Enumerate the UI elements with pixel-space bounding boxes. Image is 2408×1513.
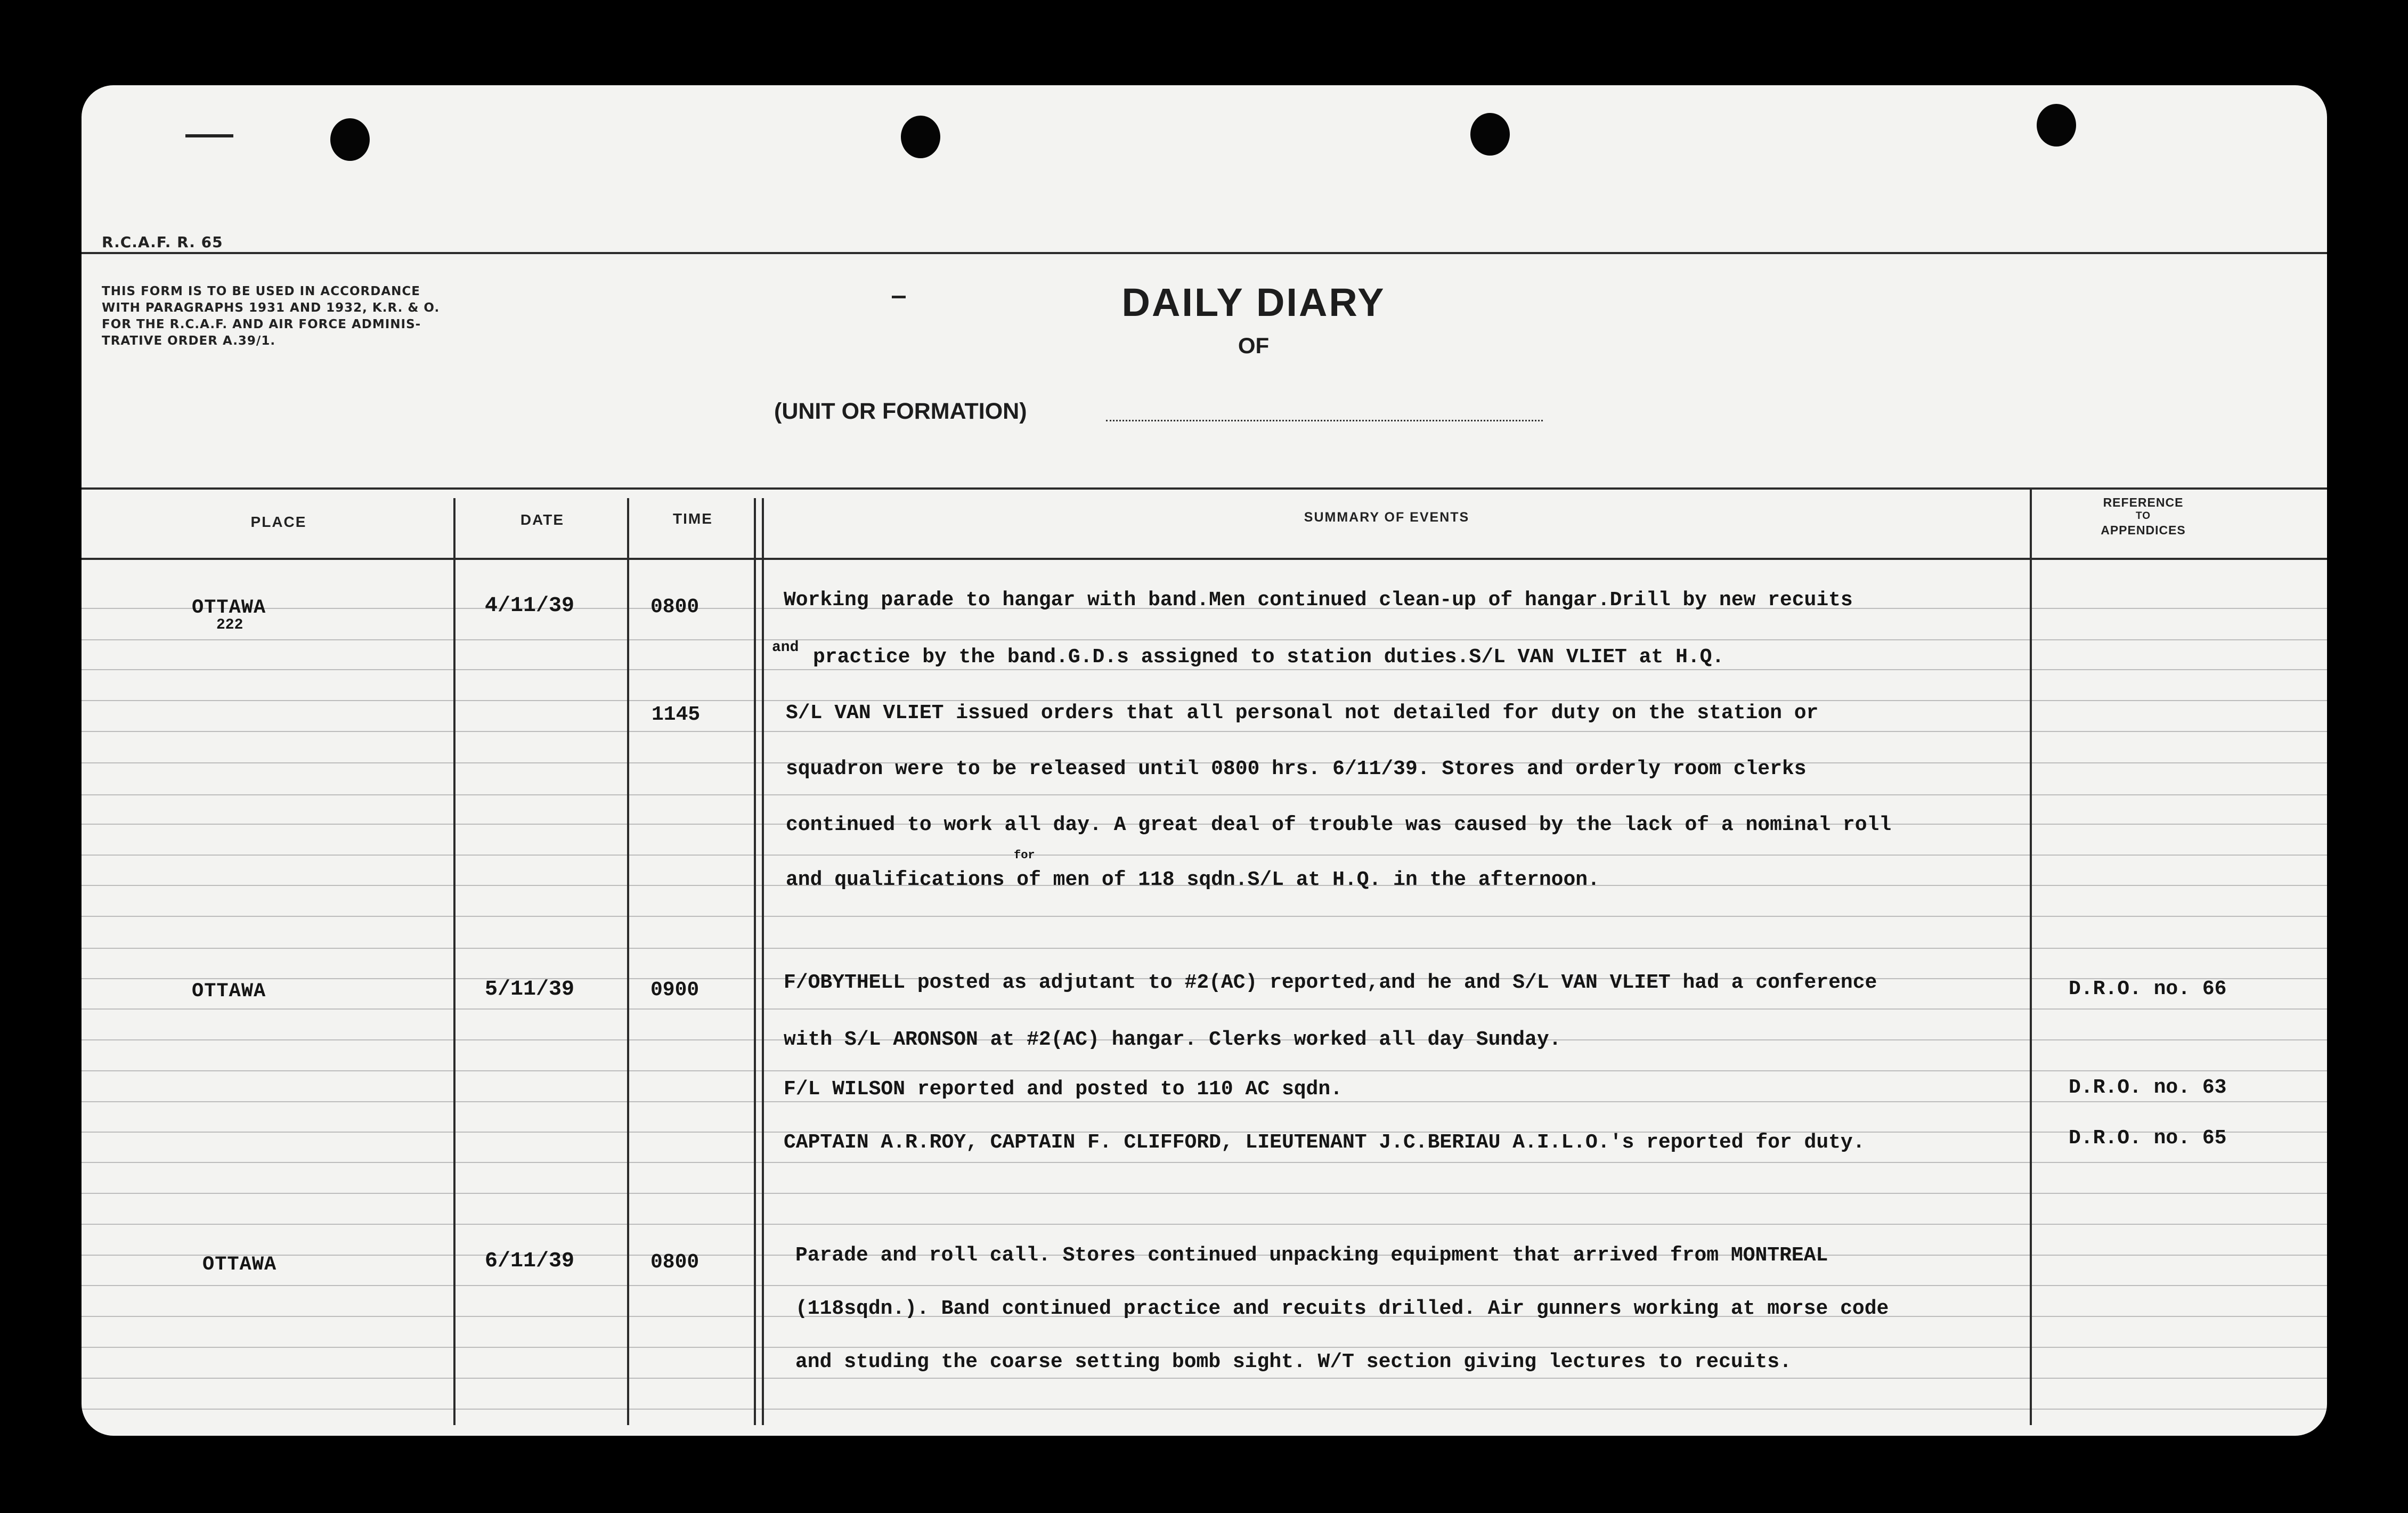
event-line: Working parade to hangar with band.Men continued clean-up of hangar.Drill by new recuits [784, 589, 1853, 612]
event-line: CAPTAIN A.R.ROY, CAPTAIN F. CLIFFORD, LIEUTENANT J.C.BERIAU A.I.L.O.'s reported for duty. [784, 1131, 1865, 1154]
event-line: S/L VAN VLIET issued orders that all personal not detailed for duty on the station or [786, 702, 1819, 725]
entry-time: 1145 [652, 703, 701, 726]
column-header-place: PLACE [250, 514, 307, 530]
event-line: Parade and roll call. Stores continued unpacking equipment that arrived from MONTREAL [795, 1244, 1828, 1267]
entry-place: OTTAWA [192, 980, 266, 1003]
form-instructions: THIS FORM IS TO BE USED IN ACCORDANCE WITH PARAGRAPHS 1931 AND 1932, K.R. & O. FOR THE R.C.A.F. AND AIR FORCE ADMINIS- TRATIVE ORDER A.39/1. [102, 284, 440, 348]
column-header-date: DATE [520, 511, 565, 528]
ruled-line [82, 639, 2327, 640]
entry-time: 0800 [650, 596, 699, 619]
event-line: squadron were to be released until 0800 hrs. 6/11/39. Stores and orderly room clerks [786, 758, 1807, 780]
ruled-line [82, 1409, 2327, 1410]
column-header-time: TIME [673, 510, 713, 527]
event-line: F/L WILSON reported and posted to 110 AC sqdn. [784, 1078, 1343, 1101]
unit-label: (UNIT OR FORMATION) [774, 398, 1027, 424]
event-line: and qualifications of men of 118 sqdn.S/L at H.Q. in the afternoon. [786, 868, 1600, 891]
ruled-line [82, 1224, 2327, 1225]
entry-place-note: 222 [216, 617, 243, 633]
entry-date: 6/11/39 [485, 1249, 575, 1273]
ruled-line [82, 855, 2327, 856]
ruled-line [82, 794, 2327, 795]
ruled-line [82, 1193, 2327, 1194]
ruled-line [82, 1378, 2327, 1379]
column-divider [754, 498, 756, 1425]
event-line: F/OBYTHELL posted as adjutant to #2(AC) reported,and he and S/L VAN VLIET had a conference [784, 971, 1877, 994]
column-header-summary: SUMMARY OF EVENTS [1304, 510, 1470, 525]
title-of: OF [1238, 333, 1270, 358]
reference-header-line: APPENDICES [2101, 523, 2186, 537]
ruled-line [82, 1347, 2327, 1348]
ruled-line [82, 1070, 2327, 1071]
punch-hole [330, 118, 370, 161]
ruled-line [82, 1285, 2327, 1286]
reference-header-line: REFERENCE [2103, 495, 2184, 509]
ruled-line [82, 948, 2327, 949]
page-title: DAILY DIARY [1121, 280, 1386, 324]
punch-hole [2037, 104, 2076, 147]
column-head-rule [82, 558, 2327, 560]
ruled-line [82, 700, 2327, 701]
punch-hole [901, 116, 940, 158]
column-divider [453, 498, 455, 1425]
ruled-line [82, 731, 2327, 732]
entry-time: 0900 [650, 979, 699, 1002]
entry-time: 0800 [650, 1251, 699, 1274]
entry-date: 5/11/39 [485, 978, 575, 1002]
event-line: continued to work all day. A great deal of trouble was caused by the lack of a nominal roll [786, 814, 1892, 836]
unit-field-line [1106, 420, 1543, 421]
ruled-line [82, 669, 2327, 670]
event-line-prefix: and [772, 639, 799, 656]
appendix-reference: D.R.O. no. 63 [2069, 1076, 2227, 1099]
event-line: practice by the band.G.D.s assigned to station duties.S/L VAN VLIET at H.Q. [813, 646, 1724, 669]
entry-date: 4/11/39 [485, 594, 575, 618]
entry-place: OTTAWA [202, 1254, 277, 1276]
entry-place: OTTAWA [192, 597, 266, 619]
header-rule [82, 252, 2327, 254]
column-divider [2030, 487, 2032, 1425]
punch-hole [1470, 113, 1510, 156]
event-line: with S/L ARONSON at #2(AC) hangar. Clerks worked all day Sunday. [784, 1028, 1561, 1051]
column-divider [762, 498, 764, 1425]
event-insert-word: for [1014, 849, 1035, 862]
appendix-reference: D.R.O. no. 66 [2069, 978, 2227, 1000]
ruled-line [82, 1162, 2327, 1163]
table-top-rule [82, 487, 2327, 490]
form-number: R.C.A.F. R. 65 [102, 233, 223, 251]
appendix-reference: D.R.O. no. 65 [2069, 1127, 2227, 1150]
ruled-line [82, 1101, 2327, 1102]
event-line: (118sqdn.). Band continued practice and recuits drilled. Air gunners working at morse code [795, 1297, 1889, 1320]
reference-header-line: TO [2135, 510, 2151, 522]
ruled-line [82, 1008, 2327, 1010]
ink-mark [892, 296, 906, 298]
column-divider [627, 498, 629, 1425]
ink-mark [185, 134, 233, 137]
diary-form-card [82, 85, 2327, 1436]
ruled-line [82, 916, 2327, 917]
event-line: and studing the coarse setting bomb sight. W/T section giving lectures to recuits. [795, 1351, 1792, 1373]
column-header-reference [2039, 495, 2247, 537]
